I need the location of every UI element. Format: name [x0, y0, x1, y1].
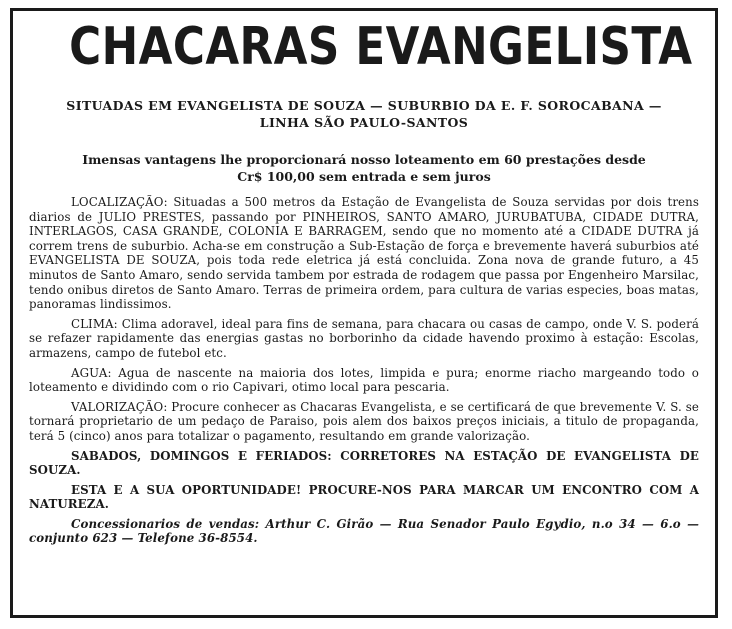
ad-offer: [53, 151, 675, 185]
paragraph-valorizacao: VALORIZAÇÃO: Procure conhecer as Chacaras Evangelista, e se certificará de que brevemente V. S. se tornará proprietario de um pedaço de Paraiso, pois alem dos baixos preços iniciais, a titulo de propaganda, terá 5 (cinco) anos para totalizar o pagamento, resultando em grande valorização.: [29, 399, 699, 443]
paragraph-clima: CLIMA: Clima adoravel, ideal para fins de semana, para chacara ou casas de campo, onde V. S. poderá se refazer rapidamente das energias gastas no borborinho da cidade havendo proximo à estação: Escolas, armazens, campo de futebol etc.: [29, 316, 699, 360]
ad-headline: CHACARAS EVANGELISTA: [69, 17, 693, 77]
ad-body: [29, 195, 699, 551]
paragraph-localizacao: LOCALIZAÇÃO: Situadas a 500 metros da Estação de Evangelista de Souza servidas por dois trens diarios de JULIO PRESTES, passando por PINHEIROS, SANTO AMARO, JURUBATUBA, CIDADE DUTRA, INTERLAGOS, CASA GRANDE, COLONIA E BARRAGEM, sendo que no momento até a CIDADE DUTRA já correm trens de suburbio. Acha-se em construção a Sub-Estação de força e brevemente haverá suburbios até EVANGELISTA DE SOUZA, pois toda rede eletrica já está concluida. Zona nova de grande futuro, a 45 minutos de Santo Amaro, sendo servida tambem por estrada de rodagem que passa por Engenheiro Marsilac, tendo onibus diretos de Santo Amaro. Terras de primeira ordem, para cultura de varias especies, boas matas, panoramas lindissimos.: [29, 195, 699, 312]
paragraph-agua: AGUA: Agua de nascente na maioria dos lotes, limpida e pura; enorme riacho margeando todo o loteamento e dividindo com o rio Capivari, otimo local para pescaria.: [29, 365, 699, 395]
paragraph-concessionarios: Concessionarios de vendas: Arthur C. Girão — Rua Senador Paulo Egydio, n.o 34 — 6.o — conjunto 623 — Telefone 36-8554.: [29, 516, 699, 546]
offer-line-2: Cr$ 100,00 sem entrada e sem juros: [237, 169, 491, 184]
subtitle-line-2: LINHA SÃO PAULO-SANTOS: [259, 115, 469, 130]
advertisement: [10, 8, 718, 618]
paragraph-sabados: SABADOS, DOMINGOS E FERIADOS: CORRETORES NA ESTAÇÃO DE EVANGELISTA DE SOUZA.: [29, 448, 699, 478]
paragraph-oportunidade: ESTA E A SUA OPORTUNIDADE! PROCURE-NOS PARA MARCAR UM ENCONTRO COM A NATUREZA.: [29, 482, 699, 512]
offer-line-1: Imensas vantagens lhe proporcionará nosso loteamento em 60 prestações desde: [82, 152, 646, 167]
subtitle-line-1: SITUADAS EM EVANGELISTA DE SOUZA — SUBURBIO DA E. F. SOROCABANA —: [66, 98, 662, 113]
ad-subtitle: [43, 97, 685, 131]
